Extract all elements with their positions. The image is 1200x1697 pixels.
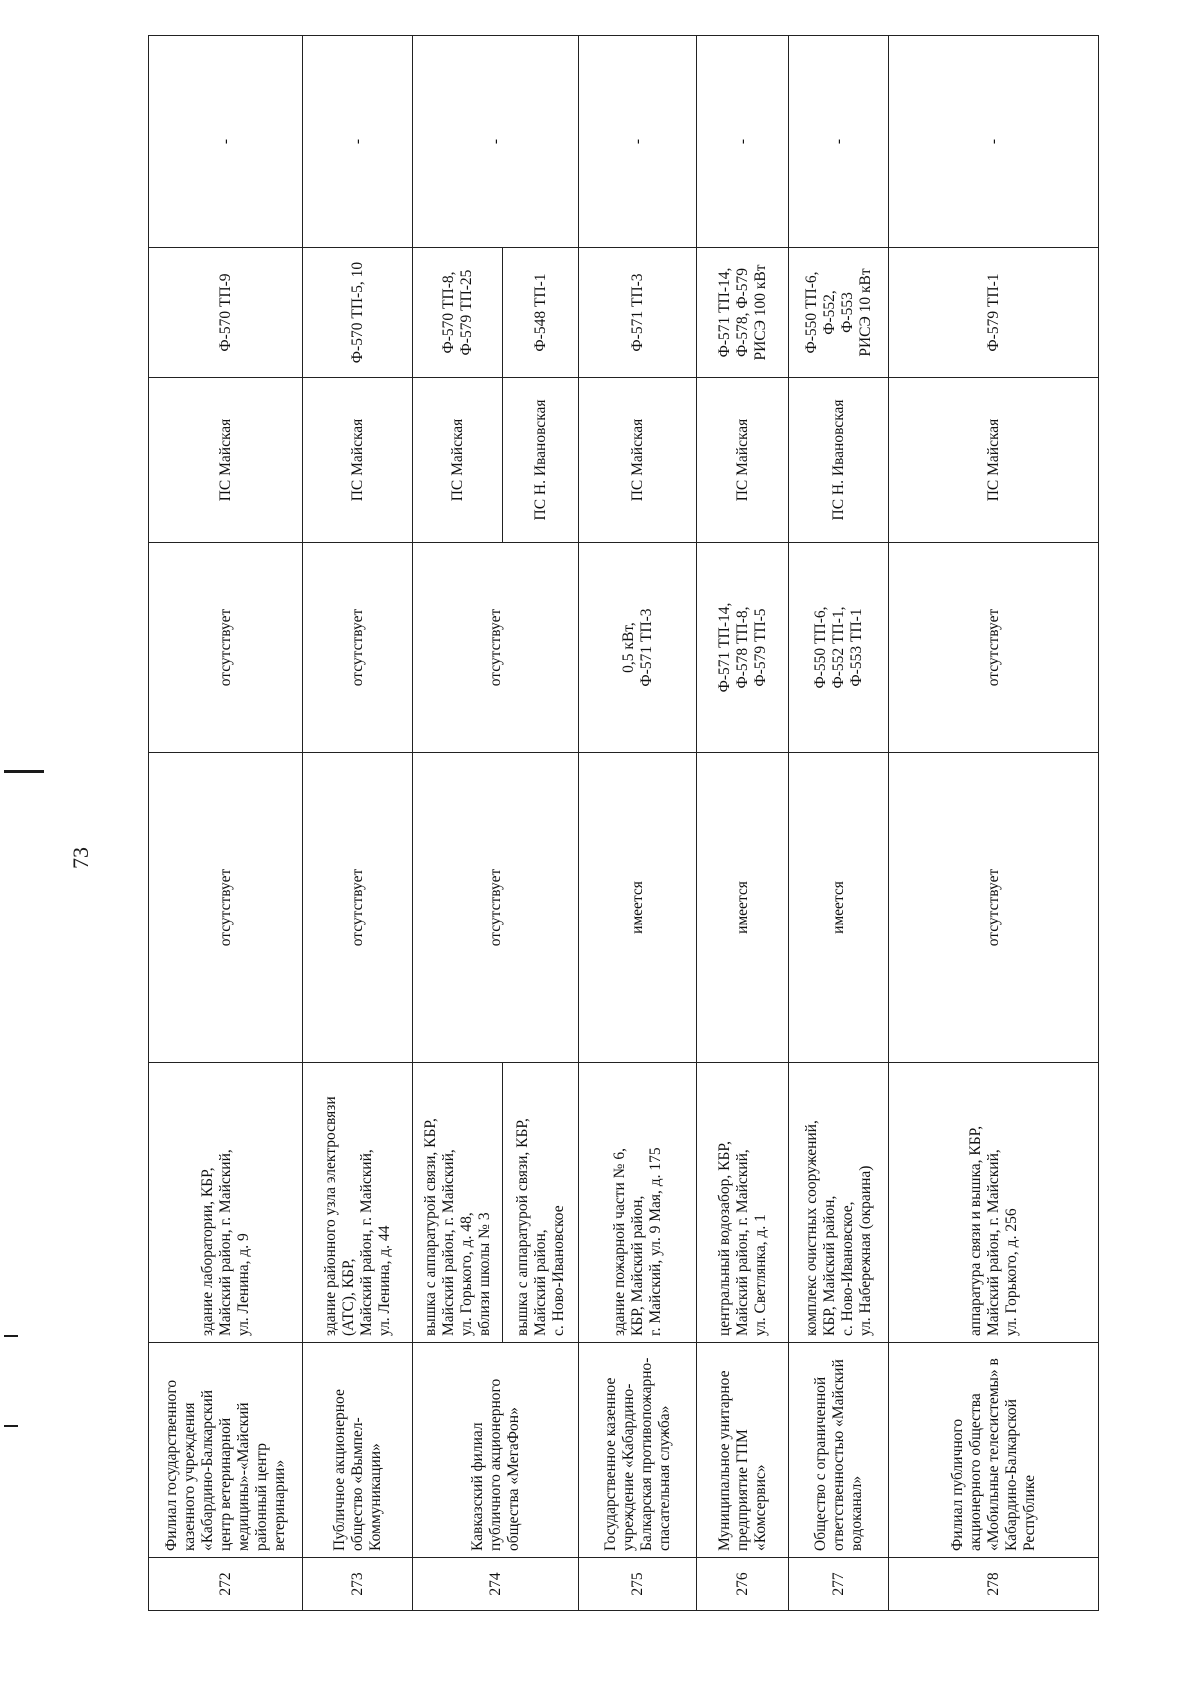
own-source: отсутствует bbox=[149, 753, 303, 1063]
table-row bbox=[413, 36, 503, 1611]
substation: ПС Майская bbox=[149, 378, 303, 543]
feeder: Ф-570 ТП-5, 10 bbox=[303, 248, 413, 378]
row-number: 274 bbox=[413, 1558, 579, 1611]
scan-mark-bar bbox=[4, 770, 44, 773]
feeder: Ф-550 ТП-6, Ф-552, Ф-553 РИСЭ 10 кВт bbox=[789, 248, 889, 378]
last-column-value: - bbox=[789, 36, 889, 248]
organization-name: Муниципальное унитарное предприятие ГПМ «Комсервис» bbox=[697, 1343, 789, 1558]
last-column-value: - bbox=[303, 36, 413, 248]
substation: ПС Майская bbox=[697, 378, 789, 543]
organization-name: Общество с ограниченной ответственностью «Майский водоканал» bbox=[789, 1343, 889, 1558]
organization-name: Филиал публичного акционерного общества «Мобильные телесистемы» в Кабардино-Балкарской Республике bbox=[889, 1343, 1099, 1558]
external-source: отсутствует bbox=[149, 543, 303, 753]
table-row bbox=[697, 36, 789, 1611]
page-number: 73 bbox=[68, 847, 93, 869]
own-source: отсутствует bbox=[303, 753, 413, 1063]
substation: ПС Майская bbox=[303, 378, 413, 543]
substation: ПС Н. Ивановская bbox=[503, 378, 579, 543]
substation: ПС Майская bbox=[579, 378, 697, 543]
own-source: имеется bbox=[697, 753, 789, 1063]
feeder: Ф-570 ТП-8, Ф-579 ТП-25 bbox=[413, 248, 503, 378]
object-address: вышка с аппаратурой связи, КБР, Майский район, с. Ново-Ивановское bbox=[503, 1063, 579, 1343]
substation: ПС Майская bbox=[889, 378, 1099, 543]
external-source: Ф-571 ТП-14, Ф-578 ТП-8, Ф-579 ТП-5 bbox=[697, 543, 789, 753]
external-source: отсутствует bbox=[889, 543, 1099, 753]
organization-name: Публичное акционерное общество «Вымпел-Коммуникации» bbox=[303, 1343, 413, 1558]
last-column-value: - bbox=[413, 36, 579, 248]
scan-mark-tick bbox=[4, 1425, 18, 1427]
object-address: здание пожарной части № 6, КБР, Майский район, г. Майский, ул. 9 Мая, д. 175 bbox=[579, 1063, 697, 1343]
feeder: Ф-570 ТП-9 bbox=[149, 248, 303, 378]
row-number: 273 bbox=[303, 1558, 413, 1611]
table-row bbox=[149, 36, 303, 1611]
substation: ПС Майская bbox=[413, 378, 503, 543]
registry-table bbox=[148, 35, 1099, 1611]
row-number: 277 bbox=[789, 1558, 889, 1611]
table-row bbox=[579, 36, 697, 1611]
organization-name: Филиал государственного казенного учреждения «Кабардино-Балкарский центр ветеринарной медицины»-«Майский районный центр ветеринарии» bbox=[149, 1343, 303, 1558]
object-address: аппаратура связи и вышка, КБР, Майский район, г. Майский, ул. Горького, д. 256 bbox=[889, 1063, 1099, 1343]
last-column-value: - bbox=[697, 36, 789, 248]
external-source: 0,5 кВт, Ф-571 ТП-3 bbox=[579, 543, 697, 753]
rotated-table-container bbox=[148, 36, 1098, 1611]
scan-mark-tick bbox=[4, 1335, 18, 1337]
organization-name: Государственное казенное учреждение «Кабардино-Балкарская противопожарно-спасательная служба» bbox=[579, 1343, 697, 1558]
table-row bbox=[889, 36, 1099, 1611]
row-number: 275 bbox=[579, 1558, 697, 1611]
object-address: вышка с аппаратурой связи, КБР, Майский район, г. Майский, ул. Горького, д. 48, вблизи школы № 3 bbox=[413, 1063, 503, 1343]
feeder: Ф-579 ТП-1 bbox=[889, 248, 1099, 378]
row-number: 278 bbox=[889, 1558, 1099, 1611]
organization-name: Кавказский филиал публичного акционерного общества «МегаФон» bbox=[413, 1343, 579, 1558]
row-number: 276 bbox=[697, 1558, 789, 1611]
own-source: имеется bbox=[789, 753, 889, 1063]
table-row bbox=[303, 36, 413, 1611]
external-source: отсутствует bbox=[413, 543, 579, 753]
object-address: центральный водозабор, КБР, Майский район, г. Майский, ул. Светлянка, д. 1 bbox=[697, 1063, 789, 1343]
own-source: отсутствует bbox=[889, 753, 1099, 1063]
own-source: отсутствует bbox=[413, 753, 579, 1063]
object-address: здание лаборатории, КБР, Майский район, г. Майский, ул. Ленина, д. 9 bbox=[149, 1063, 303, 1343]
own-source: имеется bbox=[579, 753, 697, 1063]
object-address: комплекс очистных сооружений, КБР, Майский район, с. Ново-Ивановское, ул. Набережная (окраина) bbox=[789, 1063, 889, 1343]
row-number: 272 bbox=[149, 1558, 303, 1611]
object-address: здание районного узла электросвязи (АТС), КБР, Майский район, г. Майский, ул. Ленина, д. 44 bbox=[303, 1063, 413, 1343]
feeder: Ф-571 ТП-14, Ф-578, Ф-579 РИСЭ 100 кВт bbox=[697, 248, 789, 378]
last-column-value: - bbox=[889, 36, 1099, 248]
external-source: Ф-550 ТП-6, Ф-552 ТП-1, Ф-553 ТП-1 bbox=[789, 543, 889, 753]
external-source: отсутствует bbox=[303, 543, 413, 753]
feeder: Ф-548 ТП-1 bbox=[503, 248, 579, 378]
feeder: Ф-571 ТП-3 bbox=[579, 248, 697, 378]
last-column-value: - bbox=[579, 36, 697, 248]
last-column-value: - bbox=[149, 36, 303, 248]
table-row bbox=[789, 36, 889, 1611]
substation: ПС Н. Ивановская bbox=[789, 378, 889, 543]
